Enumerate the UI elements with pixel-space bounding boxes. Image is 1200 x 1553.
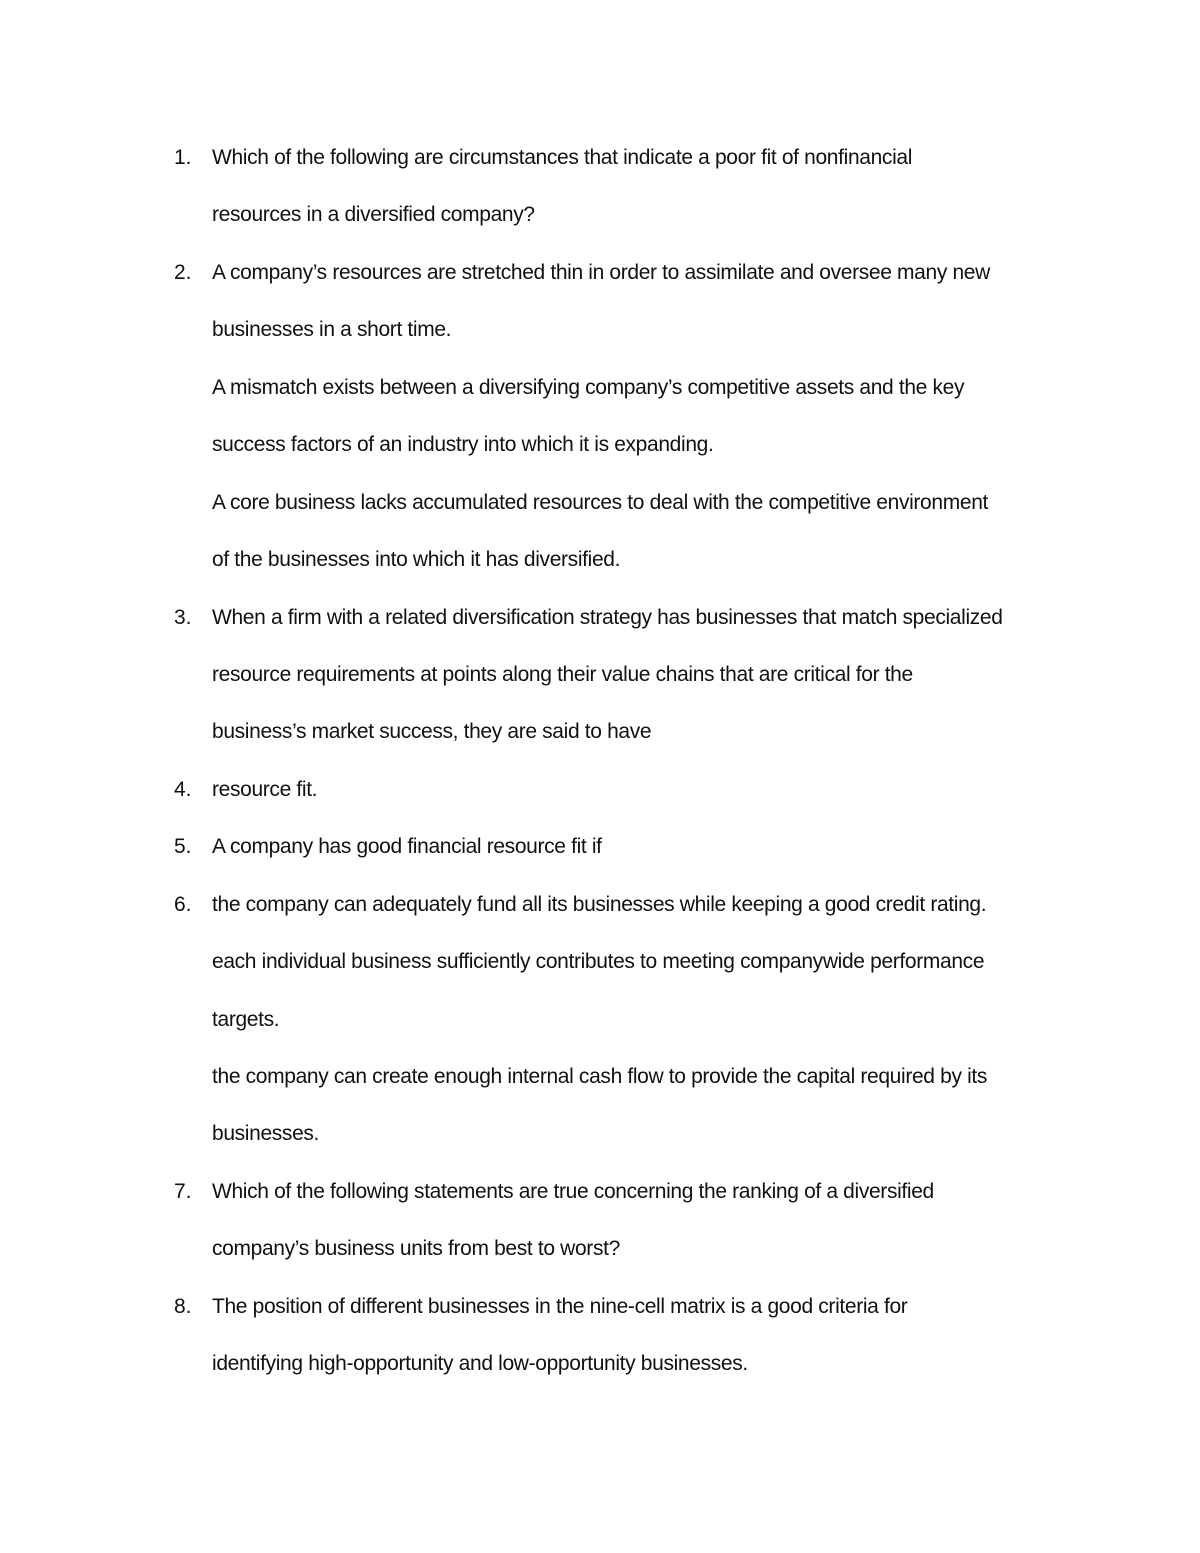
line-text: targets. — [212, 1007, 280, 1031]
line-text: business’s market success, they are said to have — [212, 720, 652, 744]
line-text: Which of the following statements are true concerning the ranking of a diversified — [212, 1179, 934, 1203]
list-item — [0, 481, 1200, 538]
list-item — [0, 251, 1200, 308]
line-text: of the businesses into which it has diversified. — [212, 548, 621, 572]
list-number: 6. — [174, 892, 192, 916]
list-item — [0, 768, 1200, 825]
list-item — [0, 825, 1200, 882]
list-item — [0, 423, 1200, 480]
line-text: resource fit. — [212, 777, 318, 801]
line-text: A company’s resources are stretched thin in order to assimilate and oversee many new — [212, 260, 990, 284]
line-text: resources in a diversified company? — [212, 203, 535, 227]
list-number: 5. — [174, 835, 192, 859]
line-text: resource requirements at points along their value chains that are critical for the — [212, 662, 913, 686]
list-item — [0, 1055, 1200, 1112]
list-item — [0, 1112, 1200, 1169]
line-text: Which of the following are circumstances that indicate a poor fit of nonfinancial — [212, 146, 913, 169]
list-item — [0, 136, 1200, 193]
list-item — [0, 1342, 1200, 1399]
line-text: the company can adequately fund all its businesses while keeping a good credit rating. — [212, 892, 987, 916]
list-number: 2. — [174, 260, 192, 284]
line-text: the company can create enough internal cash flow to provide the capital required by its — [212, 1065, 988, 1088]
list-item — [0, 710, 1200, 767]
list-item — [0, 883, 1200, 940]
list-item — [0, 1170, 1200, 1227]
list-item — [0, 538, 1200, 595]
line-text: When a firm with a related diversification strategy has businesses that match specialized — [212, 605, 1003, 629]
list-number: 1. — [174, 146, 192, 169]
list-item — [0, 1285, 1200, 1342]
line-text: each individual business sufficiently contributes to meeting companywide performance — [212, 950, 985, 974]
list-item — [0, 366, 1200, 423]
line-text: identifying high-opportunity and low-opportunity businesses. — [212, 1352, 748, 1376]
line-text: A core business lacks accumulated resources to deal with the competitive environment — [212, 490, 989, 514]
list-number: 3. — [174, 605, 192, 629]
line-text: A company has good financial resource fit if — [212, 835, 602, 859]
line-text: A mismatch exists between a diversifying company’s competitive assets and the key — [212, 375, 965, 399]
list-number: 4. — [174, 777, 192, 801]
list-number: 7. — [174, 1179, 192, 1203]
list-item — [0, 596, 1200, 653]
line-text: businesses. — [212, 1122, 320, 1146]
list-item — [0, 193, 1200, 250]
list-item — [0, 1227, 1200, 1284]
list-number: 8. — [174, 1294, 192, 1318]
list-item — [0, 940, 1200, 997]
list-item — [0, 308, 1200, 365]
line-text: success factors of an industry into which it is expanding. — [212, 433, 714, 457]
line-text: company’s business units from best to worst? — [212, 1237, 620, 1261]
line-text: businesses in a short time. — [212, 318, 452, 342]
line-text: The position of different businesses in the nine-cell matrix is a good criteria for — [212, 1294, 908, 1318]
list-item — [0, 998, 1200, 1055]
document-body — [0, 136, 1200, 1400]
list-item — [0, 653, 1200, 710]
